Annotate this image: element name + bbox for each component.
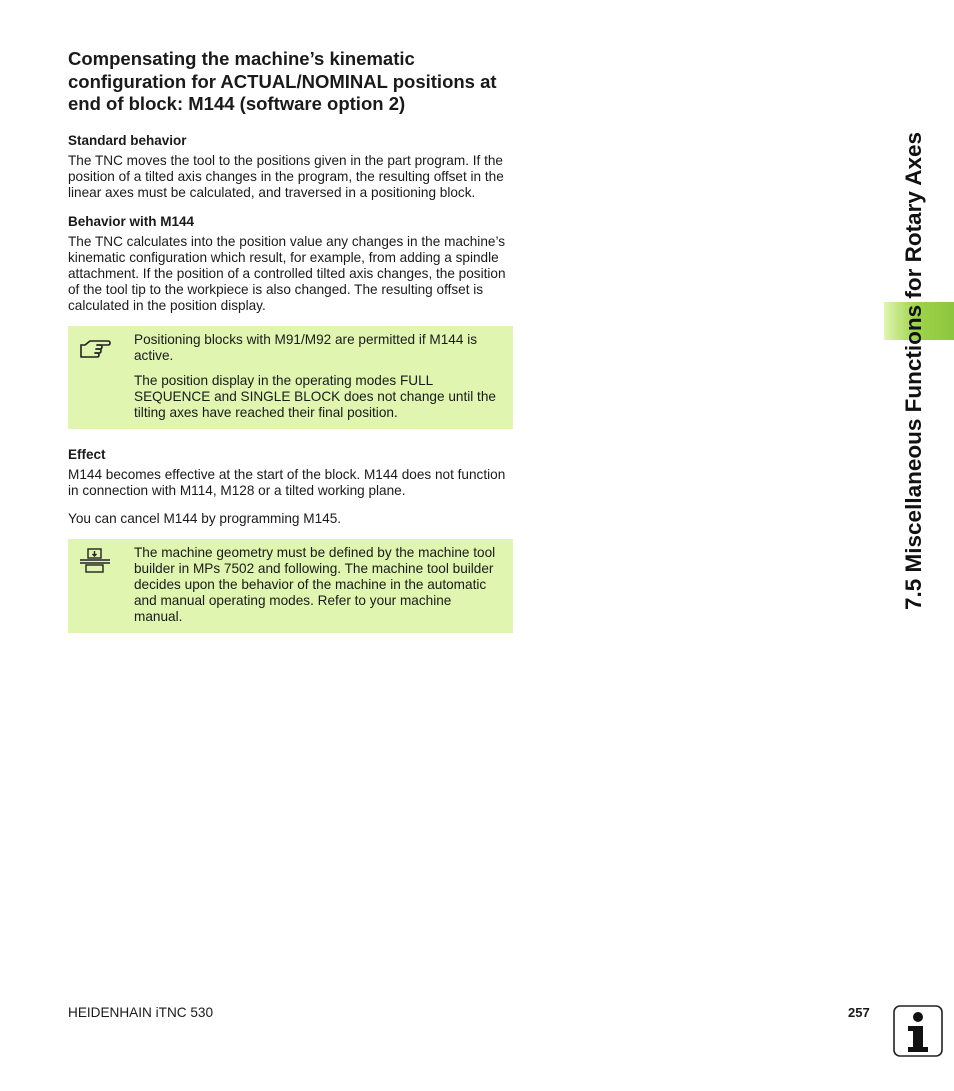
info-icon <box>893 1005 943 1057</box>
note-box-machine-geometry <box>68 539 513 633</box>
sidebar <box>884 20 954 680</box>
section-heading-effect: Effect <box>68 446 106 462</box>
note-text: The position display in the operating modes FULL SEQUENCE and SINGLE BLOCK does not change until the tilting axes have reached their final position. <box>134 372 496 420</box>
section-text-effect: M144 becomes effective at the start of the block. M144 does not function in connection with M114, M128 or a tilted working plane. <box>68 466 506 498</box>
machine-tool-icon <box>78 547 112 577</box>
footer-product-name: HEIDENHAIN iTNC 530 <box>68 1005 214 1020</box>
section-title-vertical: 7.5 Miscellaneous Functions for Rotary Axes <box>901 131 926 610</box>
section-heading-standard-behavior: Standard behavior <box>68 132 187 148</box>
section-text-behavior-m144: The TNC calculates into the position value any changes in the machine’s kinematic configuration which result, for example, from adding a spindle attachment. If the position of a controlled tilted axis changes, the position of the tool tip to the workpiece is also changed. The resulting offset is calculated in the position display. <box>68 233 506 313</box>
page-number: 257 <box>848 1005 870 1020</box>
note-text: The machine geometry must be defined by the machine tool builder in MPs 7502 and following. The machine tool builder decides upon the behavior of the machine in the automatic and manual operating modes. Refer to your machine manual. <box>134 544 496 624</box>
section-text-standard-behavior: The TNC moves the tool to the positions given in the part program. If the position of a tilted axis changes in the program, the resulting offset in the linear axes must be calculated, and traversed in a positioning block. <box>68 152 504 200</box>
section-heading-behavior-m144: Behavior with M144 <box>68 213 195 229</box>
note-text: Positioning blocks with M91/M92 are permitted if M144 is active. <box>134 331 478 363</box>
pointing-hand-icon <box>78 334 112 364</box>
section-text-cancel: You can cancel M144 by programming M145. <box>68 510 342 526</box>
page-title: Compensating the machine’s kinematic configuration for ACTUAL/NOMINAL positions at end of block: M144 (software option 2) <box>68 48 497 114</box>
main-content <box>68 48 513 650</box>
note-box-positioning <box>68 326 513 429</box>
